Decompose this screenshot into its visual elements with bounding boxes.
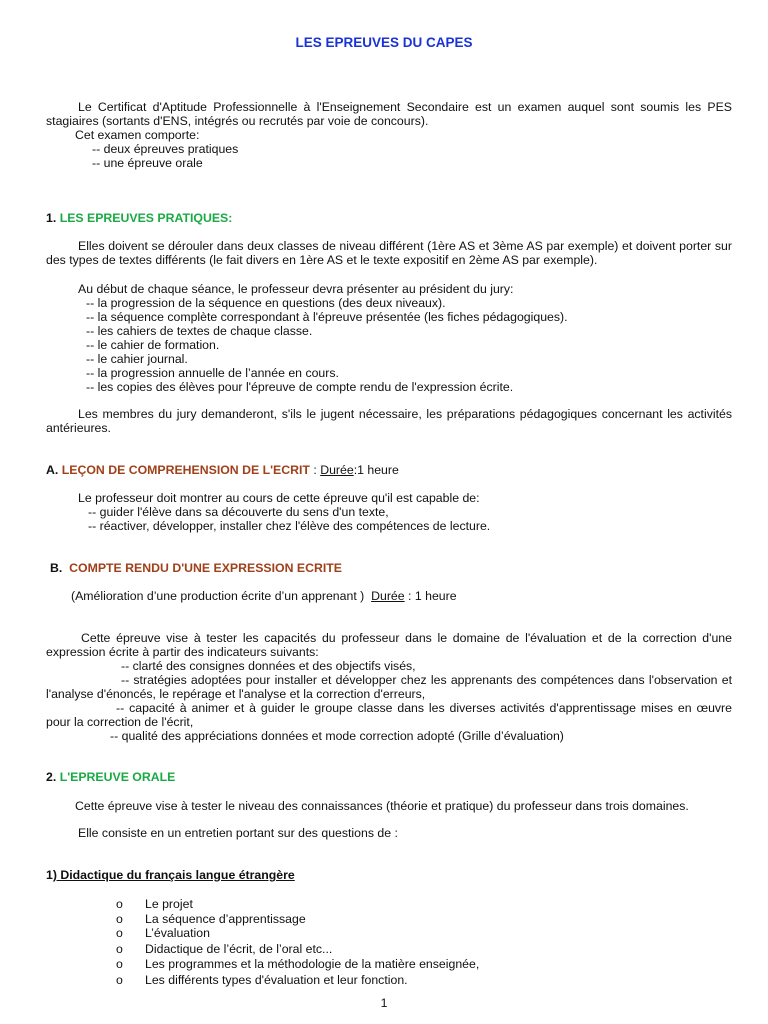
intro-lead: Cet examen comporte: [75, 128, 200, 142]
bullet-icon: o [116, 973, 123, 987]
subsection-letter: A. [46, 463, 59, 477]
list-item: L’évaluation [145, 926, 210, 940]
list-item: -- le cahier de formation. [86, 338, 220, 352]
subsection-title: ) Didactique du français langue étrangère [52, 868, 295, 882]
sectionA-lead: Le professeur doit montrer au cours de cette épreuve qu'il est capable de: [78, 491, 480, 505]
list-item: -- les cahiers de textes de chaque classe. [86, 324, 313, 338]
section2-paragraph: Cette épreuve vise à tester le niveau des connaissances (théorie et pratique) du professeur dans trois domaines. [75, 799, 689, 813]
subsection-title: LEÇON DE COMPREHENSION DE L'ECRIT [61, 463, 310, 477]
list-item: -- la progression annuelle de l’année en cours. [86, 366, 339, 380]
section-heading [46, 211, 232, 225]
list-item: -- réactiver, développer, installer chez l'élève des compétences de lecture. [88, 519, 491, 533]
duration-label: Durée [320, 463, 354, 477]
heading-separator: : [309, 463, 321, 477]
section-title: L'EPREUVE ORALE [59, 770, 176, 784]
duration-value: :1 heure [353, 463, 399, 477]
list-item: -- le cahier journal. [86, 352, 188, 366]
list-item: -- clarté des consignes données et des objectifs visés, [121, 659, 416, 673]
sectionB-subtitle [71, 589, 457, 603]
intro-paragraph: Le Certificat d'Aptitude Professionnelle à l'Enseignement Secondaire est un examen auquel sont soumis les PES stagiaires (sortants d'ENS, intégrés ou recrutés par voie de concours). [46, 100, 732, 128]
list-item: -- qualité des appréciations données et mode correction adopté (Grille d’évaluation) [110, 729, 564, 743]
bullet-icon: o [116, 942, 123, 956]
section1-paragraph: Elles doivent se dérouler dans deux classes de niveau différent (1ère AS et 3ème AS par exemple) et doivent porter sur des types de textes différents (le fait divers en 1ère AS et le texte expositif en 2ème AS par exemple). [46, 239, 732, 267]
list-item: Le projet [145, 897, 193, 911]
subsection-letter: B. [50, 561, 63, 575]
bullet-icon: o [116, 926, 123, 940]
list-item: -- guider l'élève dans sa découverte du sens d'un texte, [88, 505, 389, 519]
list-item: -- la séquence complète correspondant à l'épreuve présentée (les fiches pédagogiques). [86, 310, 568, 324]
list-item: La séquence d’apprentissage [145, 912, 306, 926]
section-heading [46, 770, 175, 784]
list-item: Les différents types d'évaluation et leur fonction. [145, 973, 408, 987]
page-number: 1 [380, 996, 388, 1010]
subsection-heading [46, 463, 399, 477]
bullet-icon: o [116, 897, 123, 911]
section-number: 2. [46, 770, 57, 784]
page-title: LES EPREUVES DU CAPES [295, 35, 473, 50]
subsection-title: COMPTE RENDU D'UNE EXPRESSION ECRITE [69, 561, 342, 575]
bullet-icon: o [116, 912, 123, 926]
subtitle-text: (Amélioration d’une production écrite d’un apprenant ) [71, 589, 365, 603]
section-number: 1. [46, 211, 57, 225]
section1-lead: Au début de chaque séance, le professeur devra présenter au président du jury: [78, 282, 514, 296]
list-item: -- les copies des élèves pour l'épreuve de compte rendu de l'expression écrite. [86, 380, 514, 394]
intro-item: -- deux épreuves pratiques [92, 142, 239, 156]
list-item: -- stratégies adoptées pour installer et développer chez les apprenants des compétences dans l'observation et l'analyse d'énoncés, le repérage et l'analyse et la correction d'erreurs, [46, 673, 732, 701]
duration-value: : 1 heure [404, 589, 457, 603]
list-item: Les programmes et la méthodologie de la matière enseignée, [145, 957, 480, 971]
list-item: -- capacité à animer et à guider le groupe classe dans les diverses activités d'apprentissage mises en œuvre pour la correction de l'écrit, [46, 701, 732, 729]
sectionB-paragraph: Cette épreuve vise à tester les capacités du professeur dans le domaine de l'évaluation et de la correction d'une expression écrite à partir des indicateurs suivants: [46, 631, 732, 659]
list-item: Didactique de l’écrit, de l’oral etc... [145, 942, 333, 956]
section2-lead: Elle consiste en un entretien portant sur des questions de : [78, 826, 398, 840]
subsection-heading [46, 868, 295, 882]
duration-label: Durée [371, 589, 405, 603]
subsection-number: 1 [46, 868, 53, 882]
section1-closing-paragraph: Les membres du jury demanderont, s'ils le jugent nécessaire, les préparations pédagogiques concernant les activités antérieures. [46, 407, 732, 435]
subsection-heading [50, 561, 342, 575]
list-item: -- la progression de la séquence en questions (des deux niveaux). [86, 296, 446, 310]
section-title: LES EPREUVES PRATIQUES: [59, 211, 233, 225]
intro-item: -- une épreuve orale [92, 156, 203, 170]
bullet-icon: o [116, 957, 123, 971]
